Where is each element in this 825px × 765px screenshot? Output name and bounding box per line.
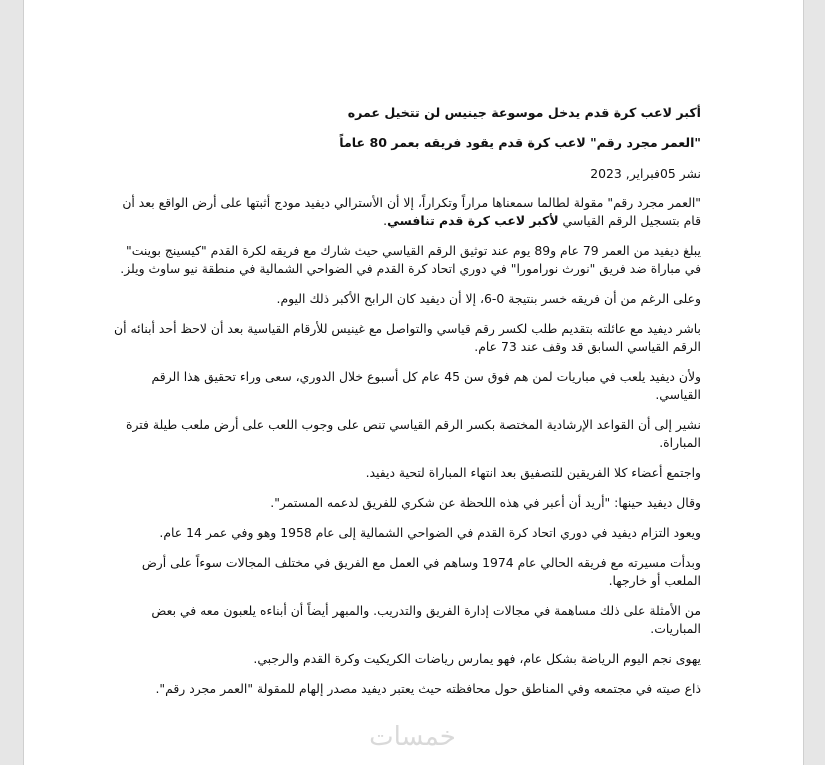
paragraph: وعلى الرغم من أن فريقه خسر بنتيجة 0-6، إلا أن ديفيد كان الرابح الأكبر ذلك اليوم. xyxy=(276,291,701,306)
paragraph: ولأن ديفيد يلعب في مباريات لمن هم فوق سن 45 عام كل أسبوع خلال الدوري، سعى وراء تحقيق هذا الرقم القياسي. xyxy=(151,369,701,402)
paragraph: يهوى نجم اليوم الرياضة بشكل عام، فهو يمارس رياضات الكريكيت وكرة القدم والرجبي. xyxy=(253,651,701,666)
paragraph: وقال ديفيد حينها: "أريد أن أعبر في هذه اللحظة عن شكري للفريق لدعمه المستمر". xyxy=(270,495,701,510)
paragraph: وبدأت مسيرته مع فريقه الحالي عام 1974 وساهم في العمل مع الفريق في مختلف المجالات سوءاً على أرض الملعب أو خارجها. xyxy=(141,555,701,588)
bold-text: لأكبر لاعب كرة قدم تنافسي xyxy=(387,213,559,228)
paragraph: ويعود التزام ديفيد في دوري اتحاد كرة القدم في الضواحي الشمالية إلى عام 1958 وهو وفي عمر 14 عام. xyxy=(159,525,701,540)
article-title: أكبر لاعب كرة قدم يدخل موسوعة جينيس لن تتخيل عمره xyxy=(347,105,701,120)
paragraph: ذاع صيته في مجتمعه وفي المناطق حول محافظته حيث يعتبر ديفيد مصدر إلهام للمقولة "العمر مجرد رقم". xyxy=(155,681,701,696)
document-body xyxy=(111,104,701,710)
paragraph-text: "العمر مجرد رقم" مقولة لطالما سمعناها مراراً وتكراراً، إلا أن الأسترالي ديفيد مودج أثبتها على أرض الواقع بعد أن قام بتسجيل الرقم القياسي xyxy=(122,195,701,228)
paragraph: واجتمع أعضاء كلا الفريقين للتصفيق بعد انتهاء المباراة لتحية ديفيد. xyxy=(365,465,701,480)
document-page xyxy=(23,0,804,765)
paragraph: باشر ديفيد مع عائلته بتقديم طلب لكسر رقم قياسي والتواصل مع غينيس للأرقام القياسية بعد أن لاحظ أحد أبنائه أن الرقم القياسي السابق قد وقف عند 73 عام. xyxy=(114,321,701,354)
paragraph xyxy=(111,194,701,230)
paragraph: نشير إلى أن القواعد الإرشادية المختصة بكسر الرقم القياسي تنص على وجوب اللعب على أرض ملعب طيلة فترة المباراة. xyxy=(125,417,701,450)
paragraph-end: . xyxy=(383,213,388,228)
paragraph: من الأمثلة على ذلك مساهمة في مجالات إدارة الفريق والتدريب. والمبهر أيضاً أن أبناءه يلعبون معه في بعض المباريات. xyxy=(151,603,701,636)
publish-date: نشر 05فبراير, 2023 xyxy=(590,166,701,181)
article-subtitle: "العمر مجرد رقم" لاعب كرة قدم يقود فريقه بعمر 80 عاماً xyxy=(339,135,701,150)
watermark-logo: خمسات xyxy=(369,722,456,752)
paragraph: يبلغ ديفيد من العمر 79 عام و89 يوم عند توثيق الرقم القياسي حيث شارك مع فريقه لكرة القدم "كيسينج بوينت" في مباراة ضد فريق "نورث نورامورا" في دوري اتحاد كرة القدم في الضواحي الشمالية في منطقة نيو ساوث ويلز. xyxy=(120,243,701,276)
